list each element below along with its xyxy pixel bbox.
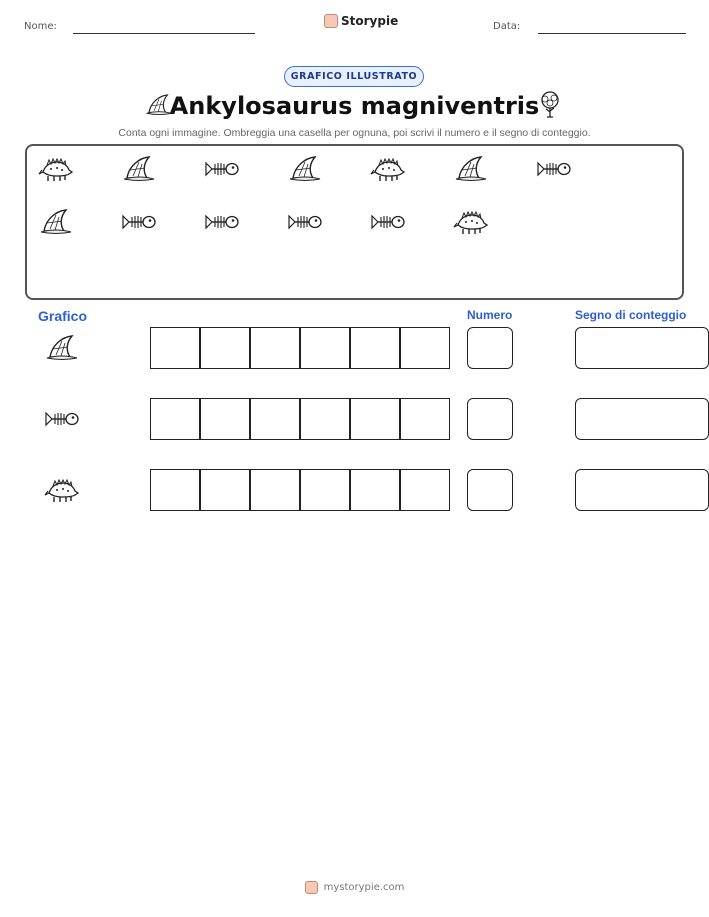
dinosaur-icon bbox=[453, 207, 489, 237]
shark-fin-icon bbox=[121, 154, 157, 184]
shark-fin-icon bbox=[287, 154, 323, 184]
brand-name: Storypie bbox=[341, 14, 399, 28]
shark-fin-icon bbox=[44, 333, 80, 363]
fish-skeleton-icon bbox=[121, 207, 157, 237]
number-box[interactable] bbox=[467, 469, 513, 511]
graph-box[interactable] bbox=[300, 469, 350, 511]
graph-box[interactable] bbox=[300, 327, 350, 369]
graph-box[interactable] bbox=[150, 398, 200, 440]
graph-box[interactable] bbox=[150, 469, 200, 511]
brand-logo bbox=[324, 14, 398, 28]
worksheet-type-badge: GRAFICO ILLUSTRATO bbox=[284, 66, 424, 87]
tally-box[interactable] bbox=[575, 469, 709, 511]
page-title: Ankylosaurus magniventris bbox=[169, 92, 540, 120]
tally-box[interactable] bbox=[575, 327, 709, 369]
fish-skeleton-icon bbox=[370, 207, 406, 237]
fish-skeleton-icon bbox=[44, 404, 80, 434]
number-column-label: Numero bbox=[467, 308, 513, 322]
dinosaur-icon bbox=[38, 154, 74, 184]
graph-box[interactable] bbox=[200, 327, 250, 369]
name-line[interactable] bbox=[73, 33, 255, 34]
date-label: Data: bbox=[493, 21, 521, 32]
tally-column-label: Segno di conteggio bbox=[575, 308, 687, 322]
graph-box[interactable] bbox=[400, 398, 450, 440]
tally-box[interactable] bbox=[575, 398, 709, 440]
storypie-logo-icon bbox=[324, 14, 338, 28]
instructions-text: Conta ogni immagine. Ombreggia una casella per ognuna, poi scrivi il numero e il segno di conteggio. bbox=[118, 127, 591, 139]
name-label: Nome: bbox=[24, 21, 57, 32]
graph-box[interactable] bbox=[250, 327, 300, 369]
fish-skeleton-icon bbox=[204, 154, 240, 184]
dinosaur-icon bbox=[44, 475, 80, 505]
shark-fin-icon bbox=[38, 207, 74, 237]
fish-skeleton-icon bbox=[204, 207, 240, 237]
footer bbox=[0, 881, 709, 894]
graph-box[interactable] bbox=[200, 398, 250, 440]
graph-box[interactable] bbox=[400, 469, 450, 511]
number-box[interactable] bbox=[467, 398, 513, 440]
fish-skeleton-icon bbox=[287, 207, 323, 237]
footer-site: mystorypie.com bbox=[323, 882, 405, 893]
graph-box[interactable] bbox=[250, 398, 300, 440]
graph-box[interactable] bbox=[400, 327, 450, 369]
graph-box[interactable] bbox=[350, 469, 400, 511]
graph-box[interactable] bbox=[350, 398, 400, 440]
date-line[interactable] bbox=[538, 33, 686, 34]
dinosaur-icon bbox=[370, 154, 406, 184]
graph-section-label: Grafico bbox=[38, 308, 88, 324]
graph-box[interactable] bbox=[200, 469, 250, 511]
graph-box[interactable] bbox=[250, 469, 300, 511]
fish-skeleton-icon bbox=[536, 154, 572, 184]
graph-box[interactable] bbox=[300, 398, 350, 440]
graph-box[interactable] bbox=[150, 327, 200, 369]
tree-icon bbox=[536, 90, 564, 120]
graph-box[interactable] bbox=[350, 327, 400, 369]
shark-fin-icon bbox=[453, 154, 489, 184]
number-box[interactable] bbox=[467, 327, 513, 369]
storypie-footer-logo-icon bbox=[305, 881, 318, 894]
